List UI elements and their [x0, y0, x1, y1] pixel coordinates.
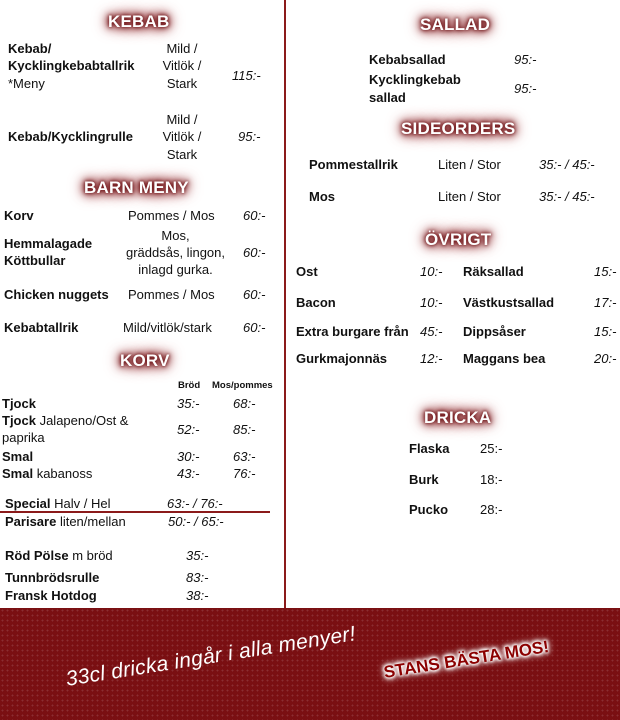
item-option: Stark [166, 147, 198, 162]
item-price: 83:- [186, 570, 209, 585]
item-price: 95:- [514, 81, 537, 96]
item-price: 10:- [420, 264, 443, 279]
item-name: sallad [369, 90, 406, 105]
item-detail: kabanoss [33, 466, 93, 481]
item-price: 43:- [177, 466, 200, 481]
item-name: Kebabtallrik [4, 320, 79, 335]
item-price: 25:- [480, 441, 503, 456]
item-option: Vitlök / [162, 58, 202, 73]
item-name: Bacon [296, 295, 336, 310]
item-name: Kebab/ [8, 41, 52, 56]
kebab-heading: KEBAB [108, 12, 170, 31]
item-name: Pucko [409, 502, 449, 517]
item-price: 35:- / 45:- [539, 157, 595, 172]
item-price: 17:- [594, 295, 617, 310]
item-price: 15:- [594, 324, 617, 339]
item-name: Smal [2, 466, 34, 481]
item-option: Vitlök / [162, 129, 202, 144]
item-option: Mild / [166, 41, 198, 56]
item-price: 52:- [177, 422, 200, 437]
item-name: Kebabsallad [369, 52, 446, 67]
item-name: Dippsåser [463, 324, 526, 339]
item-price: 115:- [232, 68, 261, 83]
dricka-heading: DRICKA [424, 408, 492, 427]
item-detail: liten/mellan [56, 514, 126, 529]
korv-divider [0, 511, 270, 513]
item-option: inlagd gurka. [138, 262, 213, 277]
item-detail: Jalapeno/Ost & [35, 413, 129, 428]
item-name: Smal [2, 449, 34, 464]
item-price: 12:- [420, 351, 443, 366]
item-price: 20:- [594, 351, 617, 366]
item-option: Liten / Stor [438, 189, 501, 204]
item-price: 60:- [243, 320, 266, 335]
item-name: Pommestallrik [309, 157, 398, 172]
item-option: Mild/vitlök/stark [123, 320, 212, 335]
item-option: Mos, [161, 228, 190, 243]
item-name: Parisare [5, 514, 57, 529]
item-price: 15:- [594, 264, 617, 279]
item-detail: Halv / Hel [50, 496, 111, 511]
item-price: 35:- [177, 396, 200, 411]
item-option: gräddsås, lingon, [125, 245, 225, 260]
item-price: 76:- [233, 466, 256, 481]
item-price: 35:- [186, 548, 209, 563]
item-name: Mos [309, 189, 335, 204]
item-name: Räksallad [463, 264, 524, 279]
item-name: Köttbullar [4, 253, 66, 268]
item-name: Ost [296, 264, 318, 279]
item-price: 85:- [233, 422, 256, 437]
item-price: 38:- [186, 588, 209, 603]
item-price: 95:- [238, 129, 261, 144]
item-name: Kebab/Kycklingrulle [8, 129, 133, 144]
item-detail: paprika [2, 430, 45, 445]
item-option: Stark [166, 76, 198, 91]
item-option: Liten / Stor [438, 157, 501, 172]
item-name: Röd Pölse [5, 548, 69, 563]
sideorders-heading: SIDEORDERS [401, 119, 516, 138]
item-name: Kycklingkebabtallrik [8, 58, 135, 73]
item-price: 68:- [233, 396, 256, 411]
column-divider [284, 0, 286, 608]
column-header-mos-pommes: Mos/pommes [212, 380, 273, 391]
item-name: Burk [409, 472, 439, 487]
item-price: 18:- [480, 472, 503, 487]
item-price: 63:- [233, 449, 256, 464]
item-name: Fransk Hotdog [5, 588, 97, 603]
item-name: Västkustsallad [463, 295, 555, 310]
item-name: Kycklingkebab [369, 72, 461, 87]
item-price: 60:- [243, 287, 266, 302]
item-name: Special [5, 496, 51, 511]
item-price: 10:- [420, 295, 443, 310]
item-name: Gurkmajonnäs [296, 351, 388, 366]
item-option: Pommes / Mos [128, 208, 215, 223]
item-option: Mild / [166, 112, 198, 127]
ovrigt-heading: ÖVRIGT [425, 230, 492, 249]
item-option: Pommes / Mos [128, 287, 215, 302]
item-name: Tjock [2, 413, 36, 428]
item-name: Tjock [2, 396, 36, 411]
item-name: Flaska [409, 441, 450, 456]
item-name: Chicken nuggets [4, 287, 109, 302]
item-price: 45:- [420, 324, 443, 339]
column-header-brod: Bröd [178, 380, 201, 391]
item-name: Hemmalagade [4, 236, 93, 251]
item-name: Extra burgare från [296, 324, 409, 339]
item-name: Maggans bea [463, 351, 546, 366]
item-price: 60:- [243, 208, 266, 223]
footer-slogan: 33cl dricka ingår i alla menyer! [64, 622, 358, 691]
item-price: 50:- / 65:- [168, 514, 224, 529]
item-detail: m bröd [68, 548, 113, 563]
footer-stamp: STANS BÄSTA MOS! [382, 637, 551, 682]
item-price: 35:- / 45:- [539, 189, 595, 204]
item-name: Tunnbrödsrulle [5, 570, 100, 585]
sallad-heading: SALLAD [420, 15, 491, 34]
korv-heading: KORV [120, 351, 170, 370]
item-price: 28:- [480, 502, 503, 517]
item-price: 30:- [177, 449, 200, 464]
barnmeny-heading: BARN MENY [84, 178, 189, 197]
item-price: 63:- / 76:- [167, 496, 223, 511]
item-name: Korv [4, 208, 34, 223]
item-note: *Meny [8, 76, 45, 91]
item-price: 60:- [243, 245, 266, 260]
item-price: 95:- [514, 52, 537, 67]
